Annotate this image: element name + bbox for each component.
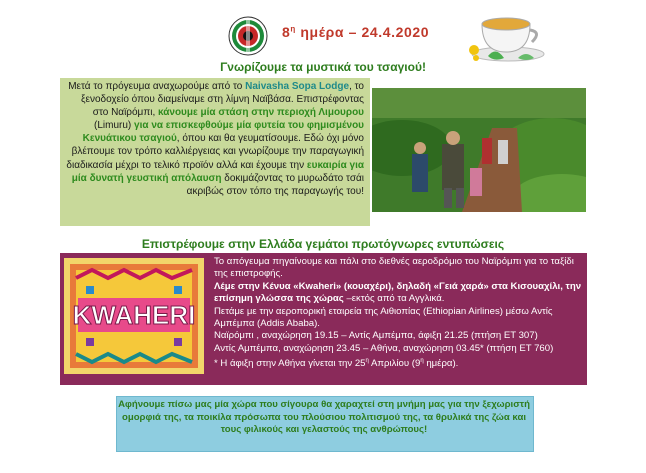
kwaheri-label: KWAHERI: [72, 300, 196, 330]
section2-title: Επιστρέφουμε στην Ελλάδα γεμάτοι πρωτόγνωρες εντυπώσεις: [141, 237, 505, 251]
flight-2: Αντίς Αμπέμπα, αναχώρηση 23.45 – Αθήνα, αναχώρηση 03.45* (πτήση ET 760): [214, 342, 554, 354]
return-paragraph-1: Το απόγευμα πηγαίνουμε και πάλι στο διεθνές αεροδρόμιο του Ναϊρόμπι για το ταξίδι της επιστροφής.: [214, 256, 574, 280]
kwaheri-sign-image: [64, 258, 204, 374]
tea-visit-text: Μετά το πρόγευμα αναχωρούμε από το Naivasha Sopa Lodge, το ξενοδοχείο όπου διαμείναμε στη λίμνη Ναϊβάσα. Επιστρέφοντας στο Ναϊρόμπι, κάνουμε μία στάση στην περιοχή Λιμουρου (Limuru) για να επισκεφθούμε μία φυτεία του φημισμένου Κενυάτικου τσαγιού, όπου και θα γευματίσουμε. Εδώ όχι μόνο βλέπουμε τον τρόπο καλλιέργειας και γνωρίζουμε την παραγωγική διαδικασία μέχρι το τελικό προϊόν αλλά και έχουμε την ευκαιρία για μία δυνατή γευστική απόλαυση δοκιμάζοντας το μυρωδάτο τσάι ακριβώς στον τόπο της παραγωγής του!: [66, 81, 364, 197]
kwaheri-paragraph: Λέμε στην Κένυα «Kwaheri» (κουαχέρι), δηλαδή «Γειά χαρά» στα Κισουαχίλι, την επίσημη γλώσσα της χώρας –εκτός από τα Αγγλικά.: [214, 280, 582, 305]
day-title: $8^\eta$ ημέρα – 24.4.2020: [282, 24, 430, 40]
farewell-text: Αφήνουμε πίσω μας μία χώρα που σίγουρα θα χαραχτεί στη μνήμη μας για την ξεχωριστή ομορφιά της, τα ποικίλα πρόσωπα του πλούσιου πολιτισμού της, τα θρυλικά της ζώα και τους φιλικούς και γελαστούς της ανθρώπους!: [118, 399, 530, 436]
tea-cup-image: [468, 6, 548, 64]
return-trip-text: [214, 256, 582, 371]
airline-paragraph: Πετάμε με την αεροπορική εταιρεία της Αιθιοπίας (Ethiopian Airlines) μέσω Αντίς Αμπέμπα (Addis Ababa).: [214, 305, 553, 330]
flight-1: Ναϊρόμπι , αναχώρηση 19.15 – Αντίς Αμπέμπα, άφιξη 21.25 (πτήση ET 307): [214, 330, 538, 342]
company-logo: [228, 16, 268, 56]
arrival-note: * Η άφιξη στην Αθήνα γίνεται την $25^\eta$ Απριλίου ($9^\eta$ ημέρα).: [214, 358, 459, 370]
section1-title: Γνωρίζουμε τα μυστικά του τσαγιού!: [220, 60, 426, 74]
tea-plantation-photo: [372, 88, 586, 212]
